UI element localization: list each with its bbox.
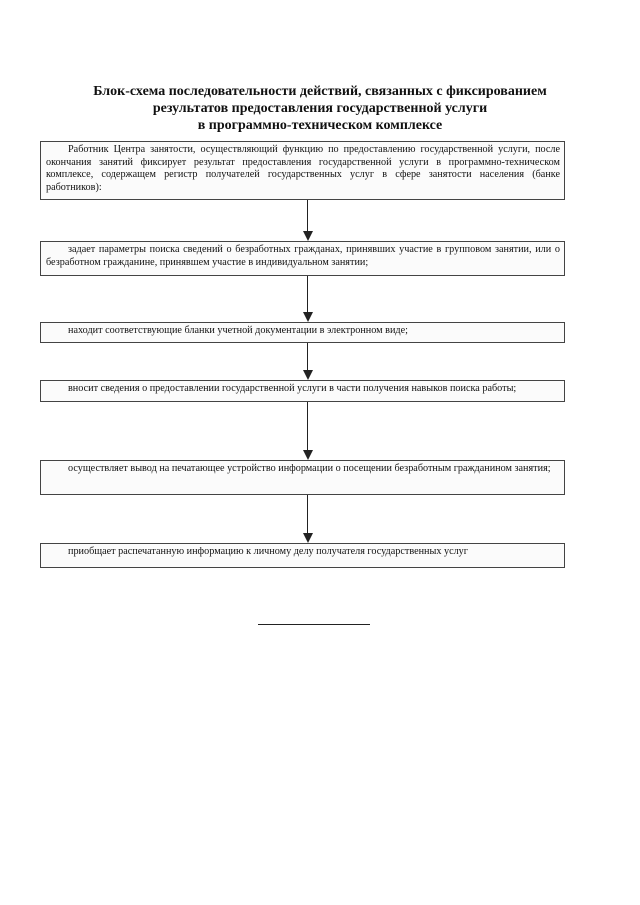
flow-arrow-4 <box>303 402 313 460</box>
flow-step-3 <box>40 322 565 343</box>
flow-step-4-text: вносит сведения о предоставлении государственной услуги в части получения навыков поиска работы; <box>68 383 517 394</box>
title-line-1: Блок-схема последовательности действий, связанных с фиксированием <box>93 84 547 99</box>
title-line-3: в программно-техническом комплексе <box>197 118 443 133</box>
arrow-down-icon <box>303 370 313 380</box>
arrow-shaft <box>307 200 308 232</box>
flow-arrow-2 <box>303 276 313 322</box>
arrow-down-icon <box>303 231 313 241</box>
arrow-down-icon <box>303 312 313 322</box>
flow-step-6-text: приобщает распечатанную информацию к личному делу получателя государственных услуг <box>68 546 468 557</box>
flow-arrow-1 <box>303 200 313 241</box>
flow-step-1 <box>40 141 565 200</box>
arrow-down-icon <box>303 533 313 543</box>
flow-arrow-5 <box>303 495 313 543</box>
arrow-down-icon <box>303 450 313 460</box>
page-title <box>40 83 600 134</box>
title-line-2: результатов предоставления государственной услуги <box>152 101 488 116</box>
end-divider <box>258 624 370 625</box>
arrow-shaft <box>307 402 308 451</box>
arrow-shaft <box>307 276 308 313</box>
flow-step-2-text: задает параметры поиска сведений о безработных гражданах, принявших участие в групповом занятии, или о безработном гражданине, принявшем участие в индивидуальном занятии; <box>46 244 560 268</box>
arrow-shaft <box>307 495 308 534</box>
flow-step-5 <box>40 460 565 495</box>
flow-step-1-text: Работник Центра занятости, осуществляющий функцию по предоставлению государственной услуги, после окончания занятий фиксирует результат предоставления государственной услуги в программно-техническом комплексе, содержащем регистр получателей государственных услуг в сфере занятости населения (банке работников): <box>46 144 560 193</box>
flow-step-6 <box>40 543 565 568</box>
arrow-shaft <box>307 343 308 371</box>
flow-step-3-text: находит соответствующие бланки учетной документации в электронном виде; <box>68 325 408 336</box>
flow-step-4 <box>40 380 565 402</box>
flow-step-5-text: осуществляет вывод на печатающее устройство информации о посещении безработным гражданином занятия; <box>68 463 551 474</box>
flow-arrow-3 <box>303 343 313 380</box>
flow-step-2 <box>40 241 565 276</box>
